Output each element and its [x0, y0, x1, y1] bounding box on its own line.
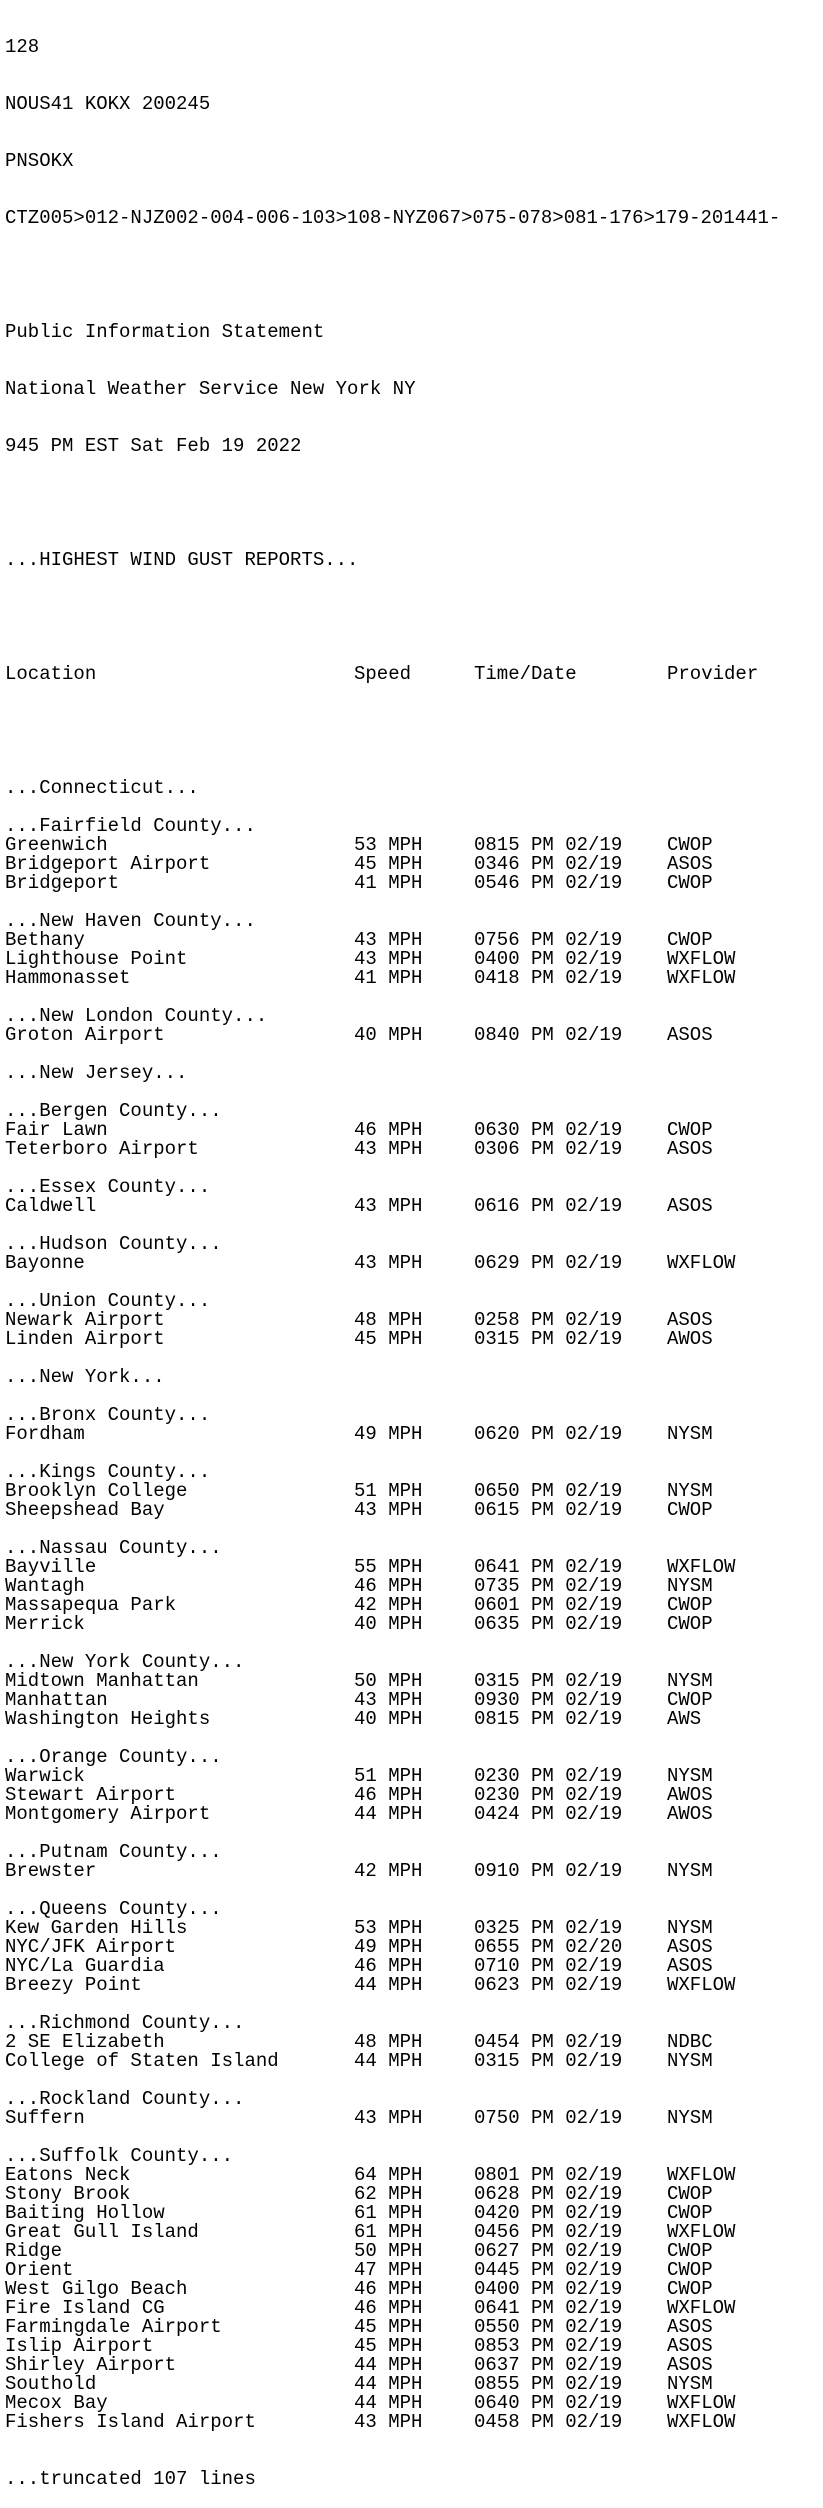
- report-location: Bethany: [5, 929, 85, 951]
- report-speed: 44 MPH: [354, 1803, 423, 1825]
- report-provider: ASOS: [667, 2316, 713, 2338]
- report-speed: 49 MPH: [354, 1936, 423, 1958]
- report-speed: 47 MPH: [354, 2259, 423, 2281]
- report-speed: 42 MPH: [354, 1594, 423, 1616]
- report-time-date: 0627 PM 02/19: [474, 2240, 623, 2262]
- report-time-date: 0650 PM 02/19: [474, 1480, 623, 1502]
- report-speed: 55 MPH: [354, 1556, 423, 1578]
- report-provider: WXFLOW: [667, 1974, 736, 1996]
- report-time-date: 0641 PM 02/19: [474, 1556, 623, 1578]
- report-provider: CWOP: [667, 872, 713, 894]
- report-location: Hammonasset: [5, 967, 131, 989]
- report-location: Montgomery Airport: [5, 1803, 211, 1825]
- report-speed: 43 MPH: [354, 929, 423, 951]
- report-provider: WXFLOW: [667, 2411, 736, 2433]
- column-header-time-date: Time/Date: [474, 663, 577, 685]
- report-row: [5, 969, 823, 988]
- county-heading: ...Suffolk County...: [5, 2145, 234, 2167]
- state-heading: ...New Jersey...: [5, 1062, 188, 1084]
- report-provider: NYSM: [667, 1423, 713, 1445]
- county-heading: ...Union County...: [5, 1290, 211, 1312]
- report-time-date: 0840 PM 02/19: [474, 1024, 623, 1046]
- report-time-date: 0629 PM 02/19: [474, 1252, 623, 1274]
- column-header-provider: Provider: [667, 663, 759, 685]
- report-provider: CWOP: [667, 1119, 713, 1141]
- report-speed: 44 MPH: [354, 2392, 423, 2414]
- report-time-date: 0258 PM 02/19: [474, 1309, 623, 1331]
- report-speed: 46 MPH: [354, 1784, 423, 1806]
- report-location: Great Gull Island: [5, 2221, 199, 2243]
- report-provider: WXFLOW: [667, 1252, 736, 1274]
- report-speed: 48 MPH: [354, 2031, 423, 2053]
- blank-line: [5, 722, 823, 741]
- report-location: Southold: [5, 2373, 97, 2395]
- report-time-date: 0616 PM 02/19: [474, 1195, 623, 1217]
- report-speed: 44 MPH: [354, 2354, 423, 2376]
- report-speed: 62 MPH: [354, 2183, 423, 2205]
- report-location: Stewart Airport: [5, 1784, 177, 1806]
- report-speed: 43 MPH: [354, 1252, 423, 1274]
- report-time-date: 0615 PM 02/19: [474, 1499, 623, 1521]
- column-header-speed: Speed: [354, 663, 412, 685]
- report-speed: 51 MPH: [354, 1480, 423, 1502]
- report-time-date: 0655 PM 02/20: [474, 1936, 623, 1958]
- report-location: Bayonne: [5, 1252, 85, 1274]
- report-location: Sheepshead Bay: [5, 1499, 165, 1521]
- report-location: Groton Airport: [5, 1024, 165, 1046]
- county-heading: ...Bergen County...: [5, 1100, 222, 1122]
- report-provider: AWOS: [667, 1803, 713, 1825]
- report-row: [5, 1862, 823, 1881]
- report-provider: NYSM: [667, 2107, 713, 2129]
- report-time-date: 0346 PM 02/19: [474, 853, 623, 875]
- state-heading: ...New York...: [5, 1366, 165, 1388]
- report-speed: 46 MPH: [354, 1575, 423, 1597]
- report-row: [5, 1710, 823, 1729]
- report-time-date: 0815 PM 02/19: [474, 1708, 623, 1730]
- statement-title: Public Information Statement: [5, 321, 325, 343]
- county-heading: ...New York County...: [5, 1651, 245, 1673]
- report-row: [5, 874, 823, 893]
- report-speed: 43 MPH: [354, 1138, 423, 1160]
- report-time-date: 0641 PM 02/19: [474, 2297, 623, 2319]
- report-location: Brewster: [5, 1860, 97, 1882]
- report-location: Eatons Neck: [5, 2164, 131, 2186]
- report-provider: ASOS: [667, 1195, 713, 1217]
- county-heading: ...Orange County...: [5, 1746, 222, 1768]
- county-heading: ...Richmond County...: [5, 2012, 245, 2034]
- report-location: Fordham: [5, 1423, 85, 1445]
- report-provider: ASOS: [667, 1955, 713, 1977]
- report-speed: 43 MPH: [354, 1499, 423, 1521]
- header-line-wmo-id: NOUS41 KOKX 200245: [5, 93, 211, 115]
- report-location: Massapequa Park: [5, 1594, 177, 1616]
- report-location: Islip Airport: [5, 2335, 154, 2357]
- report-provider: CWOP: [667, 834, 713, 856]
- report-speed: 53 MPH: [354, 834, 423, 856]
- report-speed: 51 MPH: [354, 1765, 423, 1787]
- report-time-date: 0418 PM 02/19: [474, 967, 623, 989]
- report-time-date: 0306 PM 02/19: [474, 1138, 623, 1160]
- report-row: [5, 1197, 823, 1216]
- report-location: Fair Lawn: [5, 1119, 108, 1141]
- report-time-date: 0400 PM 02/19: [474, 2278, 623, 2300]
- report-speed: 61 MPH: [354, 2221, 423, 2243]
- report-time-date: 0635 PM 02/19: [474, 1613, 623, 1635]
- report-time-date: 0815 PM 02/19: [474, 834, 623, 856]
- county-heading: ...New London County...: [5, 1005, 268, 1027]
- issue-time: 945 PM EST Sat Feb 19 2022: [5, 435, 302, 457]
- blank-line: [5, 608, 823, 627]
- report-provider: NYSM: [667, 1480, 713, 1502]
- county-heading: ...Essex County...: [5, 1176, 211, 1198]
- report-speed: 43 MPH: [354, 2107, 423, 2129]
- report-provider: AWOS: [667, 1784, 713, 1806]
- report-location: Manhattan: [5, 1689, 108, 1711]
- report-time-date: 0756 PM 02/19: [474, 929, 623, 951]
- report-speed: 40 MPH: [354, 1024, 423, 1046]
- section-title: ...HIGHEST WIND GUST REPORTS...: [5, 549, 359, 571]
- report-speed: 40 MPH: [354, 1708, 423, 1730]
- report-location: Breezy Point: [5, 1974, 142, 1996]
- report-speed: 64 MPH: [354, 2164, 423, 2186]
- report-provider: NDBC: [667, 2031, 713, 2053]
- report-provider: NYSM: [667, 1765, 713, 1787]
- report-location: 2 SE Elizabeth: [5, 2031, 165, 2053]
- report-row: [5, 1425, 823, 1444]
- report-speed: 45 MPH: [354, 853, 423, 875]
- report-location: Baiting Hollow: [5, 2202, 165, 2224]
- report-row: [5, 2052, 823, 2071]
- report-time-date: 0315 PM 02/19: [474, 2050, 623, 2072]
- column-header-location: Location: [5, 663, 97, 685]
- header-line-product-number: 128: [5, 36, 40, 58]
- report-provider: NYSM: [667, 1575, 713, 1597]
- report-provider: CWOP: [667, 2240, 713, 2262]
- report-location: Teterboro Airport: [5, 1138, 199, 1160]
- report-provider: WXFLOW: [667, 2297, 736, 2319]
- report-body: [5, 779, 823, 2432]
- report-speed: 49 MPH: [354, 1423, 423, 1445]
- report-speed: 43 MPH: [354, 1195, 423, 1217]
- report-provider: CWOP: [667, 1689, 713, 1711]
- report-time-date: 0325 PM 02/19: [474, 1917, 623, 1939]
- report-location: Greenwich: [5, 834, 108, 856]
- report-speed: 50 MPH: [354, 1670, 423, 1692]
- report-time-date: 0630 PM 02/19: [474, 1119, 623, 1141]
- report-time-date: 0424 PM 02/19: [474, 1803, 623, 1825]
- report-speed: 46 MPH: [354, 2278, 423, 2300]
- report-time-date: 0230 PM 02/19: [474, 1784, 623, 1806]
- report-provider: ASOS: [667, 1309, 713, 1331]
- statement-document: [5, 0, 823, 2490]
- report-location: Lighthouse Point: [5, 948, 188, 970]
- report-provider: ASOS: [667, 853, 713, 875]
- report-row: [5, 1976, 823, 1995]
- report-location: College of Staten Island: [5, 2050, 279, 2072]
- report-row: [5, 1254, 823, 1273]
- report-speed: 46 MPH: [354, 1955, 423, 1977]
- report-location: Caldwell: [5, 1195, 97, 1217]
- report-time-date: 0930 PM 02/19: [474, 1689, 623, 1711]
- report-location: Farmingdale Airport: [5, 2316, 222, 2338]
- report-time-date: 0420 PM 02/19: [474, 2202, 623, 2224]
- county-heading: ...Fairfield County...: [5, 815, 256, 837]
- report-provider: WXFLOW: [667, 2164, 736, 2186]
- report-location: Linden Airport: [5, 1328, 165, 1350]
- report-provider: ASOS: [667, 1024, 713, 1046]
- report-provider: NYSM: [667, 1917, 713, 1939]
- report-location: Bridgeport Airport: [5, 853, 211, 875]
- report-row: [5, 1615, 823, 1634]
- report-provider: NYSM: [667, 1670, 713, 1692]
- report-speed: 44 MPH: [354, 2050, 423, 2072]
- report-location: Shirley Airport: [5, 2354, 177, 2376]
- report-time-date: 0458 PM 02/19: [474, 2411, 623, 2433]
- report-time-date: 0601 PM 02/19: [474, 1594, 623, 1616]
- report-time-date: 0620 PM 02/19: [474, 1423, 623, 1445]
- report-provider: ASOS: [667, 2335, 713, 2357]
- report-provider: CWOP: [667, 1594, 713, 1616]
- report-time-date: 0710 PM 02/19: [474, 1955, 623, 1977]
- blank-line: [5, 266, 823, 285]
- issuing-office: National Weather Service New York NY: [5, 378, 416, 400]
- report-location: Newark Airport: [5, 1309, 165, 1331]
- report-row: [5, 1501, 823, 1520]
- report-provider: NYSM: [667, 1860, 713, 1882]
- report-row: [5, 1805, 823, 1824]
- report-location: Warwick: [5, 1765, 85, 1787]
- report-time-date: 0623 PM 02/19: [474, 1974, 623, 1996]
- report-time-date: 0230 PM 02/19: [474, 1765, 623, 1787]
- report-provider: NYSM: [667, 2050, 713, 2072]
- report-time-date: 0315 PM 02/19: [474, 1328, 623, 1350]
- report-speed: 41 MPH: [354, 872, 423, 894]
- report-speed: 40 MPH: [354, 1613, 423, 1635]
- county-heading: ...New Haven County...: [5, 910, 256, 932]
- report-location: Bayville: [5, 1556, 97, 1578]
- report-provider: WXFLOW: [667, 948, 736, 970]
- report-speed: 44 MPH: [354, 2373, 423, 2395]
- report-speed: 43 MPH: [354, 2411, 423, 2433]
- report-provider: ASOS: [667, 1936, 713, 1958]
- report-location: Bridgeport: [5, 872, 120, 894]
- state-heading: ...Connecticut...: [5, 777, 199, 799]
- report-time-date: 0910 PM 02/19: [474, 1860, 623, 1882]
- report-time-date: 0628 PM 02/19: [474, 2183, 623, 2205]
- report-provider: AWS: [667, 1708, 702, 1730]
- report-time-date: 0735 PM 02/19: [474, 1575, 623, 1597]
- report-provider: CWOP: [667, 2202, 713, 2224]
- report-time-date: 0853 PM 02/19: [474, 2335, 623, 2357]
- report-location: Fishers Island Airport: [5, 2411, 256, 2433]
- report-speed: 43 MPH: [354, 1689, 423, 1711]
- report-speed: 45 MPH: [354, 1328, 423, 1350]
- report-speed: 45 MPH: [354, 2335, 423, 2357]
- header-line-awips-id: PNSOKX: [5, 150, 74, 172]
- report-row: [5, 1140, 823, 1159]
- county-heading: ...Putnam County...: [5, 1841, 222, 1863]
- report-time-date: 0445 PM 02/19: [474, 2259, 623, 2281]
- report-provider: CWOP: [667, 1613, 713, 1635]
- report-provider: CWOP: [667, 1499, 713, 1521]
- county-heading: ...Kings County...: [5, 1461, 211, 1483]
- report-row: [5, 1330, 823, 1349]
- report-provider: CWOP: [667, 929, 713, 951]
- report-speed: 53 MPH: [354, 1917, 423, 1939]
- truncation-note: ...truncated 107 lines: [5, 2468, 256, 2490]
- report-location: Brooklyn College: [5, 1480, 188, 1502]
- report-location: Fire Island CG: [5, 2297, 165, 2319]
- report-provider: WXFLOW: [667, 2221, 736, 2243]
- report-location: NYC/JFK Airport: [5, 1936, 177, 1958]
- header-line-zones: CTZ005>012-NJZ002-004-006-103>108-NYZ067>075-078>081-176>179-201441-: [5, 207, 781, 229]
- report-time-date: 0855 PM 02/19: [474, 2373, 623, 2395]
- report-speed: 45 MPH: [354, 2316, 423, 2338]
- report-provider: CWOP: [667, 2278, 713, 2300]
- report-location: Mecox Bay: [5, 2392, 108, 2414]
- report-provider: ASOS: [667, 2354, 713, 2376]
- report-location: Wantagh: [5, 1575, 85, 1597]
- report-provider: WXFLOW: [667, 967, 736, 989]
- county-heading: ...Bronx County...: [5, 1404, 211, 1426]
- report-row: [5, 2413, 823, 2432]
- report-speed: 50 MPH: [354, 2240, 423, 2262]
- report-location: Washington Heights: [5, 1708, 211, 1730]
- report-time-date: 0454 PM 02/19: [474, 2031, 623, 2053]
- report-provider: WXFLOW: [667, 1556, 736, 1578]
- report-time-date: 0315 PM 02/19: [474, 1670, 623, 1692]
- blank-line: [5, 494, 823, 513]
- report-speed: 42 MPH: [354, 1860, 423, 1882]
- report-provider: ASOS: [667, 1138, 713, 1160]
- county-heading: ...Hudson County...: [5, 1233, 222, 1255]
- report-provider: CWOP: [667, 2259, 713, 2281]
- report-location: West Gilgo Beach: [5, 2278, 188, 2300]
- report-provider: AWOS: [667, 1328, 713, 1350]
- report-time-date: 0640 PM 02/19: [474, 2392, 623, 2414]
- report-provider: CWOP: [667, 2183, 713, 2205]
- county-heading: ...Queens County...: [5, 1898, 222, 1920]
- report-time-date: 0400 PM 02/19: [474, 948, 623, 970]
- report-row: [5, 1026, 823, 1045]
- report-speed: 46 MPH: [354, 1119, 423, 1141]
- report-location: Midtown Manhattan: [5, 1670, 199, 1692]
- report-speed: 44 MPH: [354, 1974, 423, 1996]
- report-location: Ridge: [5, 2240, 63, 2262]
- report-location: NYC/La Guardia: [5, 1955, 165, 1977]
- report-location: Suffern: [5, 2107, 85, 2129]
- report-time-date: 0801 PM 02/19: [474, 2164, 623, 2186]
- report-time-date: 0750 PM 02/19: [474, 2107, 623, 2129]
- report-provider: NYSM: [667, 2373, 713, 2395]
- report-speed: 41 MPH: [354, 967, 423, 989]
- report-speed: 46 MPH: [354, 2297, 423, 2319]
- column-headers: [5, 665, 823, 684]
- report-time-date: 0546 PM 02/19: [474, 872, 623, 894]
- report-location: Kew Garden Hills: [5, 1917, 188, 1939]
- county-heading: ...Nassau County...: [5, 1537, 222, 1559]
- report-time-date: 0550 PM 02/19: [474, 2316, 623, 2338]
- report-speed: 61 MPH: [354, 2202, 423, 2224]
- report-location: Orient: [5, 2259, 74, 2281]
- report-speed: 48 MPH: [354, 1309, 423, 1331]
- report-location: Stony Brook: [5, 2183, 131, 2205]
- report-speed: 43 MPH: [354, 948, 423, 970]
- report-location: Merrick: [5, 1613, 85, 1635]
- report-time-date: 0637 PM 02/19: [474, 2354, 623, 2376]
- report-provider: WXFLOW: [667, 2392, 736, 2414]
- report-row: [5, 2109, 823, 2128]
- county-heading: ...Rockland County...: [5, 2088, 245, 2110]
- report-time-date: 0456 PM 02/19: [474, 2221, 623, 2243]
